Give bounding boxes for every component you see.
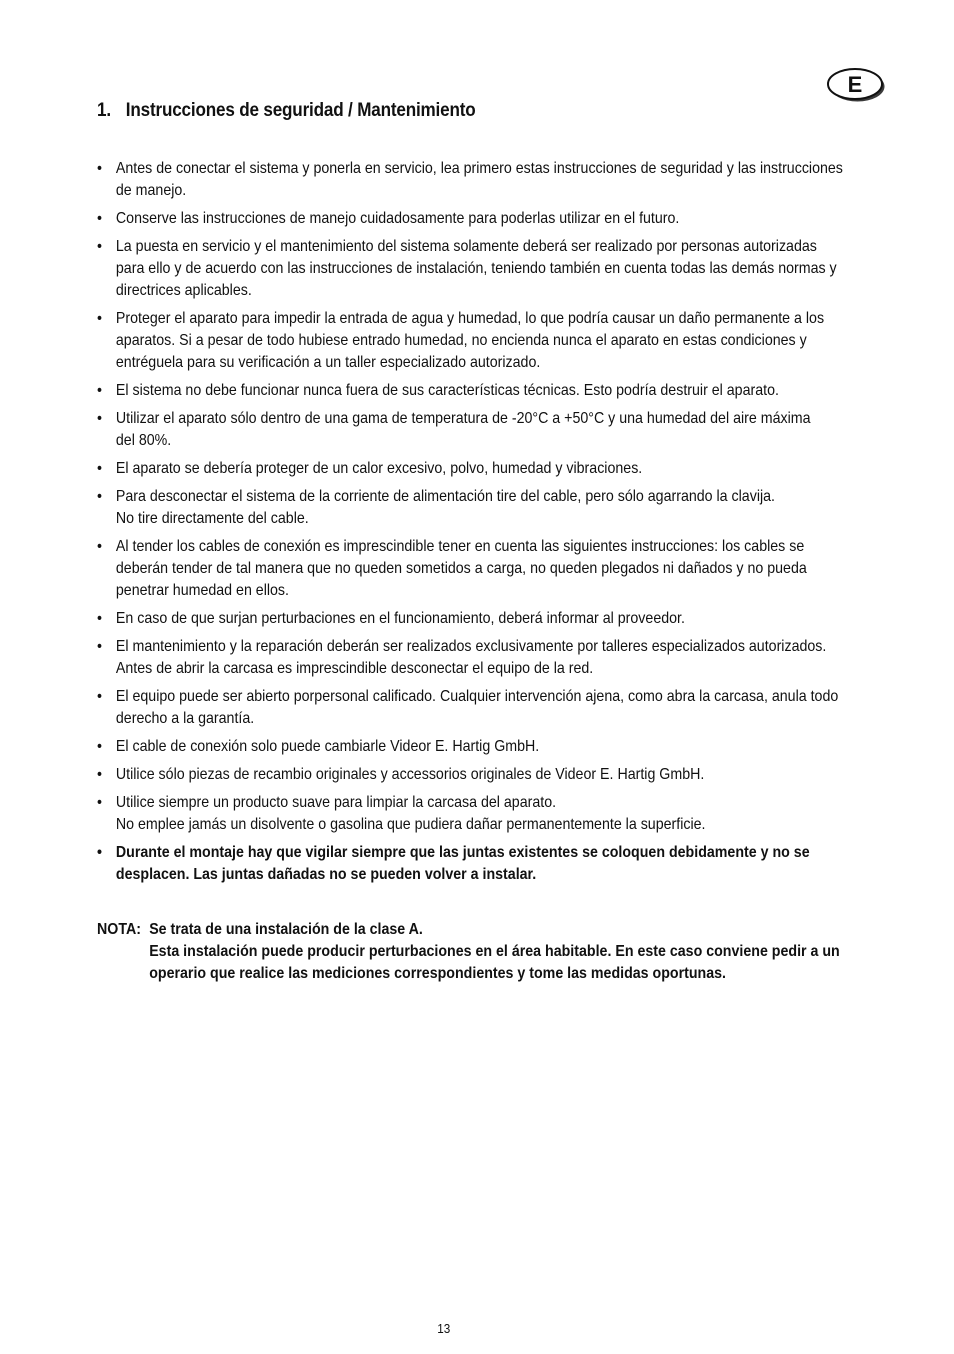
list-item bbox=[97, 308, 889, 373]
list-item-line: Durante el montaje hay que vigilar siempre que las juntas existentes se coloquen debidamente y no se bbox=[115, 844, 810, 862]
list-item-line: Antes de abrir la carcasa es imprescindible desconectar el equipo de la red. bbox=[115, 659, 594, 677]
list-item-line: para ello y de acuerdo con las instrucciones de instalación, teniendo también en cuenta todas las demás normas y bbox=[115, 259, 837, 277]
bullet-glyph: • bbox=[97, 160, 102, 177]
note-block bbox=[97, 919, 889, 984]
section-heading bbox=[97, 100, 476, 122]
bullet-glyph: • bbox=[97, 794, 102, 812]
list-item-line: Utilizar el aparato sólo dentro de una gama de temperatura de -20°C a +50°C y una humedad del aire máxima bbox=[115, 409, 811, 427]
bullet-glyph: • bbox=[97, 766, 102, 784]
list-item-line: No emplee jamás un disolvente o gasolina que pudiera dañar permanentemente la superficie. bbox=[115, 816, 706, 834]
list-item-line: Para desconectar el sistema de la corriente de alimentación tire del cable, pero sólo agarrando la clavija. bbox=[115, 488, 775, 506]
note-line: operario que realice las mediciones correspondientes y tome las medidas oportunas. bbox=[149, 964, 726, 982]
bullet-glyph: • bbox=[97, 459, 102, 477]
list-item bbox=[97, 636, 889, 680]
bullet-glyph: • bbox=[97, 538, 102, 556]
list-item-line: penetrar humedad en ellos. bbox=[115, 581, 289, 599]
bullet-glyph: • bbox=[97, 488, 102, 506]
list-item bbox=[97, 208, 889, 230]
language-badge-oval bbox=[826, 67, 886, 103]
section-title: Instrucciones de seguridad / Mantenimiento bbox=[125, 100, 476, 121]
bullet-glyph: • bbox=[97, 688, 102, 706]
bullet-glyph: • bbox=[97, 209, 102, 227]
list-item bbox=[97, 236, 889, 301]
bullet-glyph: • bbox=[97, 309, 102, 327]
bullet-glyph: • bbox=[97, 609, 102, 627]
list-item-line: En caso de que surjan perturbaciones en el funcionamiento, deberá informar al proveedor. bbox=[115, 609, 685, 627]
list-item-line: aparatos. Si a pesar de todo hubiese entrado humedad, no encienda nunca el aparato en estas condiciones y bbox=[115, 331, 807, 349]
list-item-line: Conserve las instrucciones de manejo cuidadosamente para poderlas utilizar en el futuro. bbox=[115, 209, 680, 227]
list-item bbox=[97, 686, 889, 730]
note-label: NOTA: bbox=[97, 921, 141, 938]
bullet-glyph: • bbox=[97, 738, 102, 756]
list-item bbox=[97, 764, 889, 786]
bullet-glyph: • bbox=[97, 409, 102, 427]
list-item-line: La puesta en servicio y el mantenimiento del sistema solamente deberá ser realizado por personas autorizadas bbox=[115, 238, 817, 256]
list-item-line: desplacen. Las juntas dañadas no se pueden volver a instalar. bbox=[115, 866, 537, 884]
list-item-line: El sistema no debe funcionar nunca fuera de sus características técnicas. Esto podría destruir el aparato. bbox=[115, 381, 779, 399]
list-item bbox=[97, 608, 889, 630]
list-item bbox=[97, 408, 889, 452]
list-item bbox=[97, 536, 889, 601]
note-body bbox=[149, 919, 889, 984]
list-item-line: Al tender los cables de conexión es imprescindible tener en cuenta las siguientes instrucciones: los cables se bbox=[115, 538, 805, 556]
list-item-line: Utilice sólo piezas de recambio originales y accessorios originales de Videor E. Hartig GmbH. bbox=[115, 766, 705, 784]
list-item-line: El cable de conexión solo puede cambiarle Videor E. Hartig GmbH. bbox=[115, 738, 540, 756]
section-number: 1. bbox=[97, 100, 111, 121]
list-item-line: de manejo. bbox=[115, 181, 187, 199]
list-item-line: deberán tender de tal manera que no queden sometidos a carga, no queden plegados ni dañados y no pueda bbox=[115, 559, 807, 577]
safety-instructions-list bbox=[97, 158, 889, 892]
language-badge bbox=[826, 67, 886, 103]
list-item-line: derecho a la garantía. bbox=[115, 709, 255, 727]
note-line: Se trata de una instalación de la clase A. bbox=[149, 921, 423, 938]
list-item-line: del 80%. bbox=[115, 431, 172, 449]
list-item bbox=[97, 380, 889, 402]
list-item-line: El equipo puede ser abierto porpersonal calificado. Cualquier intervención ajena, como abra la carcasa, anula todo bbox=[115, 688, 839, 706]
list-item-line: Proteger el aparato para impedir la entrada de agua y humedad, lo que podría causar un daño permanente a los bbox=[115, 309, 825, 327]
bullet-glyph: • bbox=[97, 381, 102, 399]
list-item-line: Antes de conectar el sistema y ponerla en servicio, lea primero estas instrucciones de seguridad y las instrucciones bbox=[115, 160, 843, 177]
list-item bbox=[97, 158, 889, 202]
list-item bbox=[97, 458, 889, 480]
language-badge-letter: E bbox=[847, 72, 863, 97]
list-item bbox=[97, 736, 889, 758]
list-item bbox=[97, 792, 889, 836]
bullet-glyph: • bbox=[97, 638, 102, 656]
bullet-glyph: • bbox=[97, 844, 102, 862]
list-item-line: No tire directamente del cable. bbox=[115, 509, 309, 527]
bullet-glyph: • bbox=[97, 238, 102, 256]
note-line: Esta instalación puede producir perturbaciones en el área habitable. En este caso conviene pedir a un bbox=[149, 942, 840, 960]
list-item bbox=[97, 842, 889, 886]
list-item-line: El mantenimiento y la reparación deberán ser realizados exclusivamente por talleres especializados autorizados. bbox=[115, 638, 827, 656]
list-item-line: entréguela para su verificación a un taller especializado autorizado. bbox=[115, 353, 541, 371]
list-item-line: directrices aplicables. bbox=[115, 281, 252, 299]
list-item-line: El aparato se debería proteger de un calor excesivo, polvo, humedad y vibraciones. bbox=[115, 459, 643, 477]
page-number: 13 bbox=[437, 1321, 451, 1336]
list-item bbox=[97, 486, 889, 530]
list-item-line: Utilice siempre un producto suave para limpiar la carcasa del aparato. bbox=[115, 794, 557, 812]
